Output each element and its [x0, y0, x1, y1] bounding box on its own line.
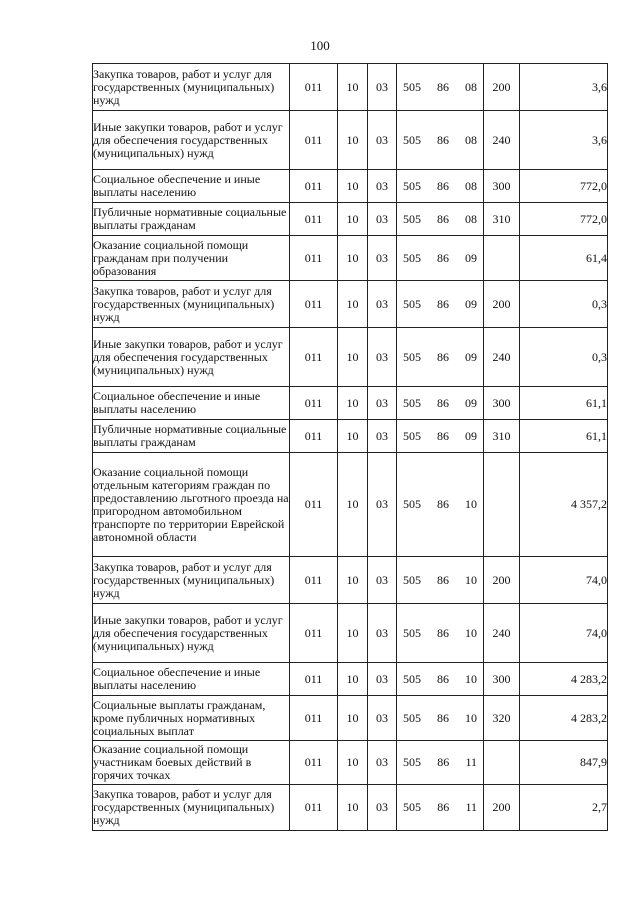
table-row: [93, 557, 608, 604]
row-name-cell: Закупка товаров, работ и услуг для государственных (муниципальных) нужд: [93, 64, 290, 111]
target-article-program: 505: [403, 710, 421, 725]
ministry-code-cell: 011: [290, 453, 338, 557]
target-article-cell: [397, 203, 484, 236]
target-article-item: 09: [465, 296, 477, 311]
budget-table: [92, 63, 608, 831]
expense-type-cell: [484, 453, 520, 557]
table-row: [93, 420, 608, 453]
target-article-program: 505: [403, 497, 421, 511]
target-article-cell: [397, 785, 484, 831]
section-code-cell: 10: [338, 281, 368, 328]
target-article-program: 505: [403, 349, 421, 364]
table-row: [93, 663, 608, 696]
row-name-cell: Закупка товаров, работ и услуг для государственных (муниципальных) нужд: [93, 281, 290, 328]
expense-type-cell: 310: [484, 420, 520, 453]
target-article-code: [397, 134, 483, 147]
expense-type-cell: 310: [484, 203, 520, 236]
amount-cell: 61,1: [520, 387, 608, 420]
target-article-code: [397, 673, 483, 686]
amount-cell: 74,0: [520, 557, 608, 604]
subsection-code-cell: 03: [368, 420, 397, 453]
amount-cell: 4 283,2: [520, 663, 608, 696]
target-article-cell: [397, 741, 484, 785]
row-name-cell: Иные закупки товаров, работ и услуг для обеспечения государственных (муниципальных) нужд: [93, 111, 290, 170]
target-article-program: 505: [403, 625, 421, 640]
table-row: [93, 64, 608, 111]
target-article-item: 09: [465, 428, 477, 443]
target-article-code: [397, 627, 483, 640]
target-article-cell: [397, 387, 484, 420]
subsection-code-cell: 03: [368, 328, 397, 387]
row-name-cell: Оказание социальной помощи участникам боевых действий в горячих точках: [93, 741, 290, 785]
amount-cell: 61,4: [520, 236, 608, 281]
target-article-code: [397, 81, 483, 94]
target-article-code: [397, 252, 483, 265]
subsection-code-cell: 03: [368, 663, 397, 696]
expense-type-cell: 240: [484, 111, 520, 170]
expense-type-cell: 320: [484, 696, 520, 741]
target-article-cell: [397, 64, 484, 111]
row-name-cell: Публичные нормативные социальные выплаты гражданам: [93, 203, 290, 236]
subsection-code-cell: 03: [368, 170, 397, 203]
target-article-code: [397, 213, 483, 226]
subsection-code-cell: 03: [368, 281, 397, 328]
section-code-cell: 10: [338, 741, 368, 785]
target-article-program: 505: [403, 572, 421, 587]
amount-cell: 61,1: [520, 420, 608, 453]
target-article-sub: 86: [437, 428, 449, 443]
section-code-cell: 10: [338, 663, 368, 696]
target-article-sub: 86: [437, 79, 449, 94]
target-article-cell: [397, 420, 484, 453]
row-name-cell: Публичные нормативные социальные выплаты гражданам: [93, 420, 290, 453]
section-code-cell: 10: [338, 64, 368, 111]
expense-type-cell: 300: [484, 170, 520, 203]
target-article-program: 505: [403, 755, 421, 769]
target-article-item: 09: [465, 250, 477, 265]
target-article-sub: 86: [437, 250, 449, 265]
target-article-sub: 86: [437, 497, 449, 511]
ministry-code-cell: 011: [290, 236, 338, 281]
amount-cell: 3,6: [520, 64, 608, 111]
amount-cell: 772,0: [520, 203, 608, 236]
target-article-sub: 86: [437, 625, 449, 640]
row-name-cell: Закупка товаров, работ и услуг для государственных (муниципальных) нужд: [93, 557, 290, 604]
target-article-item: 08: [465, 79, 477, 94]
row-name-cell: Иные закупки товаров, работ и услуг для обеспечения государственных (муниципальных) нужд: [93, 604, 290, 663]
target-article-program: 505: [403, 250, 421, 265]
target-article-item: 09: [465, 395, 477, 410]
amount-cell: 0,3: [520, 328, 608, 387]
subsection-code-cell: 03: [368, 557, 397, 604]
target-article-cell: [397, 328, 484, 387]
section-code-cell: 10: [338, 203, 368, 236]
ministry-code-cell: 011: [290, 281, 338, 328]
ministry-code-cell: 011: [290, 696, 338, 741]
target-article-sub: 86: [437, 211, 449, 226]
amount-cell: 2,7: [520, 785, 608, 831]
subsection-code-cell: 03: [368, 741, 397, 785]
target-article-code: [397, 574, 483, 587]
subsection-code-cell: 03: [368, 236, 397, 281]
target-article-cell: [397, 170, 484, 203]
ministry-code-cell: 011: [290, 604, 338, 663]
expense-type-cell: [484, 236, 520, 281]
row-name-cell: Социальное обеспечение и иные выплаты населению: [93, 663, 290, 696]
target-article-code: [397, 712, 483, 725]
amount-cell: 4 357,2: [520, 453, 608, 557]
table-row: [93, 785, 608, 831]
target-article-item: 10: [465, 572, 477, 587]
target-article-sub: 86: [437, 178, 449, 193]
ministry-code-cell: 011: [290, 387, 338, 420]
ministry-code-cell: 011: [290, 557, 338, 604]
expense-type-cell: 200: [484, 64, 520, 111]
target-article-code: [397, 430, 483, 443]
section-code-cell: 10: [338, 785, 368, 831]
target-article-code: [397, 498, 483, 511]
target-article-code: [397, 801, 483, 814]
table-row: [93, 696, 608, 741]
target-article-code: [397, 756, 483, 769]
section-code-cell: 10: [338, 236, 368, 281]
target-article-cell: [397, 281, 484, 328]
target-article-program: 505: [403, 671, 421, 686]
target-article-item: 08: [465, 132, 477, 147]
target-article-program: 505: [403, 211, 421, 226]
target-article-cell: [397, 663, 484, 696]
target-article-program: 505: [403, 296, 421, 311]
section-code-cell: 10: [338, 387, 368, 420]
subsection-code-cell: 03: [368, 111, 397, 170]
section-code-cell: 10: [338, 557, 368, 604]
amount-cell: 4 283,2: [520, 696, 608, 741]
amount-cell: 772,0: [520, 170, 608, 203]
section-code-cell: 10: [338, 453, 368, 557]
target-article-cell: [397, 111, 484, 170]
expense-type-cell: [484, 741, 520, 785]
ministry-code-cell: 011: [290, 420, 338, 453]
target-article-sub: 86: [437, 296, 449, 311]
subsection-code-cell: 03: [368, 64, 397, 111]
amount-cell: 3,6: [520, 111, 608, 170]
table-row: [93, 281, 608, 328]
ministry-code-cell: 011: [290, 663, 338, 696]
row-name-cell: Социальные выплаты гражданам, кроме публичных нормативных социальных выплат: [93, 696, 290, 741]
expense-type-cell: 240: [484, 604, 520, 663]
target-article-sub: 86: [437, 132, 449, 147]
target-article-item: 09: [465, 349, 477, 364]
row-name-cell: Оказание социальной помощи гражданам при получении образования: [93, 236, 290, 281]
row-name-cell: Социальное обеспечение и иные выплаты населению: [93, 387, 290, 420]
target-article-cell: [397, 557, 484, 604]
subsection-code-cell: 03: [368, 453, 397, 557]
ministry-code-cell: 011: [290, 203, 338, 236]
expense-type-cell: 200: [484, 557, 520, 604]
target-article-program: 505: [403, 428, 421, 443]
table-row: [93, 604, 608, 663]
target-article-sub: 86: [437, 755, 450, 769]
target-article-sub: 86: [437, 395, 449, 410]
target-article-program: 505: [403, 395, 421, 410]
target-article-sub: 86: [437, 572, 449, 587]
target-article-sub: 86: [437, 671, 449, 686]
target-article-cell: [397, 453, 484, 557]
subsection-code-cell: 03: [368, 785, 397, 831]
target-article-cell: [397, 604, 484, 663]
target-article-code: [397, 298, 483, 311]
target-article-item: 08: [465, 211, 477, 226]
expense-type-cell: 200: [484, 281, 520, 328]
budget-table-body: [93, 64, 608, 831]
target-article-program: 505: [403, 79, 421, 94]
table-row: [93, 111, 608, 170]
subsection-code-cell: 03: [368, 387, 397, 420]
subsection-code-cell: 03: [368, 604, 397, 663]
table-row: [93, 236, 608, 281]
section-code-cell: 10: [338, 696, 368, 741]
amount-cell: 847,9: [520, 741, 608, 785]
expense-type-cell: 200: [484, 785, 520, 831]
target-article-sub: 86: [437, 800, 450, 814]
target-article-program: 505: [403, 178, 421, 193]
target-article-cell: [397, 236, 484, 281]
expense-type-cell: 240: [484, 328, 520, 387]
target-article-item: 10: [465, 497, 477, 511]
expense-type-cell: 300: [484, 387, 520, 420]
target-article-program: 505: [403, 132, 421, 147]
target-article-code: [397, 351, 483, 364]
target-article-code: [397, 180, 483, 193]
table-row: [93, 741, 608, 785]
target-article-item: 10: [465, 625, 477, 640]
target-article-item: 10: [465, 671, 477, 686]
target-article-code: [397, 397, 483, 410]
row-name-cell: Закупка товаров, работ и услуг для государственных (муниципальных) нужд: [93, 785, 290, 831]
section-code-cell: 10: [338, 111, 368, 170]
amount-cell: 74,0: [520, 604, 608, 663]
table-row: [93, 328, 608, 387]
ministry-code-cell: 011: [290, 741, 338, 785]
target-article-item: 08: [465, 178, 477, 193]
row-name-cell: Социальное обеспечение и иные выплаты населению: [93, 170, 290, 203]
target-article-item: 11: [465, 800, 477, 814]
table-row: [93, 453, 608, 557]
target-article-program: 505: [403, 800, 421, 814]
table-row: [93, 203, 608, 236]
ministry-code-cell: 011: [290, 170, 338, 203]
page-number: 100: [310, 38, 330, 53]
ministry-code-cell: 011: [290, 64, 338, 111]
section-code-cell: 10: [338, 170, 368, 203]
target-article-item: 10: [465, 710, 477, 725]
target-article-item: 11: [465, 755, 477, 769]
target-article-cell: [397, 696, 484, 741]
table-row: [93, 170, 608, 203]
ministry-code-cell: 011: [290, 111, 338, 170]
section-code-cell: 10: [338, 604, 368, 663]
target-article-sub: 86: [437, 710, 449, 725]
row-name-cell: Иные закупки товаров, работ и услуг для обеспечения государственных (муниципальных) нужд: [93, 328, 290, 387]
section-code-cell: 10: [338, 328, 368, 387]
expense-type-cell: 300: [484, 663, 520, 696]
row-name-cell: Оказание социальной помощи отдельным категориям граждан по предоставлению льготного проезда на пригородном автомобильном транспорте по территории Еврейской автономной области: [93, 453, 290, 557]
ministry-code-cell: 011: [290, 785, 338, 831]
table-row: [93, 387, 608, 420]
subsection-code-cell: 03: [368, 203, 397, 236]
amount-cell: 0,3: [520, 281, 608, 328]
ministry-code-cell: 011: [290, 328, 338, 387]
section-code-cell: 10: [338, 420, 368, 453]
target-article-sub: 86: [437, 349, 449, 364]
subsection-code-cell: 03: [368, 696, 397, 741]
